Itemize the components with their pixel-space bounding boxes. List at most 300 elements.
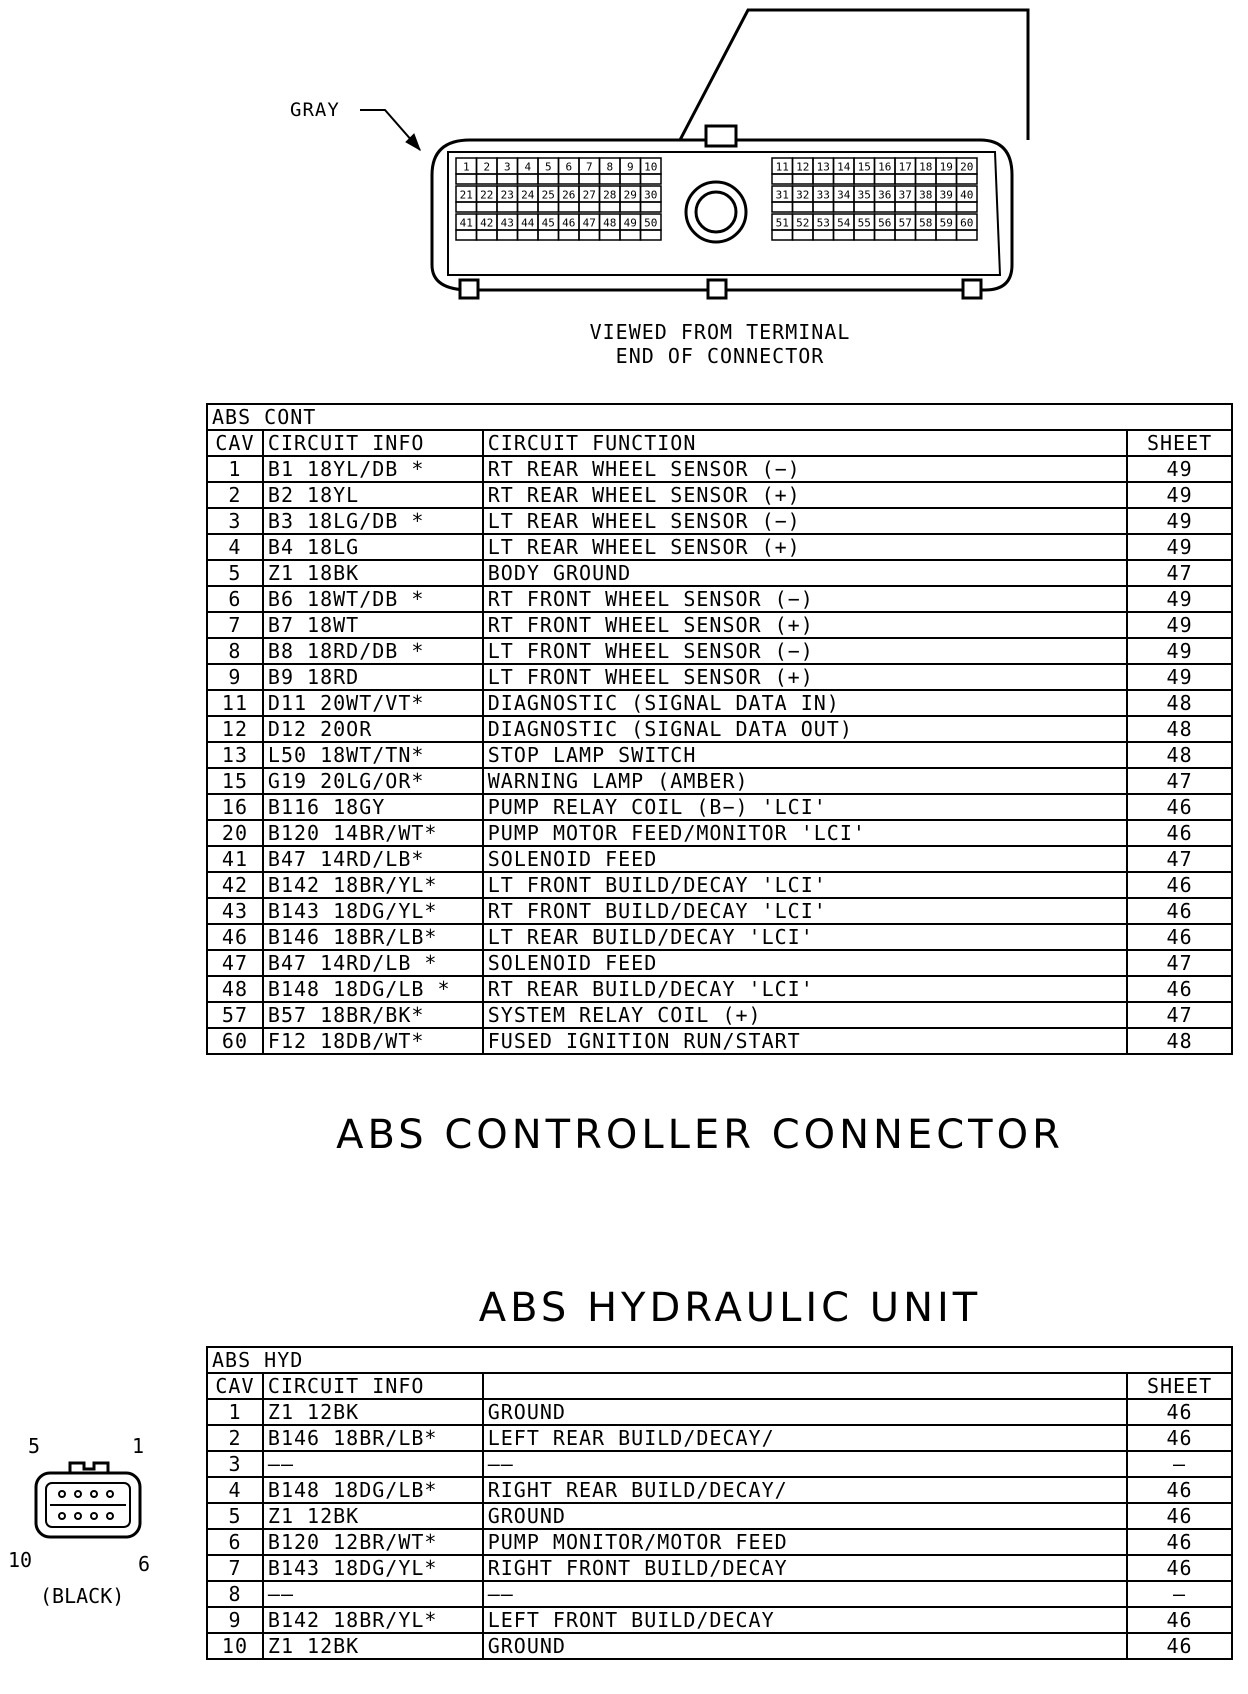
abs-controller-cell-function: PUMP RELAY COIL (B−) 'LCI': [483, 794, 1127, 820]
connector-cavity-slot: [579, 202, 600, 212]
hyd-header-circuit-info: CIRCUIT INFO: [263, 1373, 483, 1399]
connector-pin-number: 51: [775, 216, 789, 230]
abs-hydraulic-title: ABS HYDRAULIC UNIT: [478, 1285, 982, 1331]
abs-hydraulic-cell-info: Z1 12BK: [263, 1503, 483, 1529]
connector-cavity-slot: [579, 230, 600, 240]
connector-pin-number: 57: [898, 216, 912, 230]
connector-color-label: GRAY: [290, 99, 340, 121]
abs-controller-cell-function: PUMP MOTOR FEED/MONITOR 'LCI': [483, 820, 1127, 846]
abs-hydraulic-cell-cav: 7: [207, 1555, 263, 1581]
abs-controller-cell-cav: 3: [207, 508, 263, 534]
abs-controller-cell-function: SOLENOID FEED: [483, 846, 1127, 872]
connector-pin-number: 28: [603, 188, 617, 202]
connector-pin-number: 27: [582, 188, 596, 202]
abs-controller-row: [207, 950, 1232, 976]
connector-cavity-slot: [559, 202, 580, 212]
hyd-header-sheet: SHEET: [1127, 1373, 1232, 1399]
connector-pin-number: 10: [644, 160, 658, 174]
connector-cavity-slot: [600, 174, 621, 184]
connector-cavity-slot: [641, 202, 662, 212]
connector-cavity-slot: [497, 202, 518, 212]
abs-hydraulic-row: [207, 1425, 1232, 1451]
connector-cavity-slot: [518, 174, 539, 184]
abs-controller-cell-info: B47 14RD/LB *: [263, 950, 483, 976]
abs-controller-cell-cav: 5: [207, 560, 263, 586]
abs-controller-cell-function: LT REAR WHEEL SENSOR (+): [483, 534, 1127, 560]
abs-controller-cell-cav: 6: [207, 586, 263, 612]
abs-controller-cell-sheet: 48: [1127, 690, 1232, 716]
abs-controller-cell-function: DIAGNOSTIC (SIGNAL DATA OUT): [483, 716, 1127, 742]
connector-pin-number: 53: [816, 216, 830, 230]
connector-cavity-slot: [854, 174, 875, 184]
abs-controller-cell-cav: 13: [207, 742, 263, 768]
connector-pin-number: 23: [500, 188, 514, 202]
abs-controller-cell-sheet: 49: [1127, 534, 1232, 560]
connector-cavity-slot: [875, 230, 896, 240]
connector-cavity-slot: [916, 174, 937, 184]
abs-hydraulic-cell-info: B146 18BR/LB*: [263, 1425, 483, 1451]
abs-controller-cell-cav: 60: [207, 1028, 263, 1054]
header-circuit-info: CIRCUIT INFO: [263, 430, 483, 456]
abs-controller-cell-info: B1 18YL/DB *: [263, 456, 483, 482]
abs-controller-cell-cav: 1: [207, 456, 263, 482]
abs-controller-cell-info: B2 18YL: [263, 482, 483, 508]
view-note-line1: VIEWED FROM TERMINAL: [589, 320, 851, 344]
connector-cavity-slot: [916, 230, 937, 240]
connector-pin-number: 24: [521, 188, 535, 202]
abs-controller-cell-info: B57 18BR/BK*: [263, 1002, 483, 1028]
header-circuit-function: CIRCUIT FUNCTION: [483, 430, 1127, 456]
abs-controller-row: [207, 976, 1232, 1002]
connector-pin-number: 41: [459, 216, 473, 230]
connector-pin-number: 9: [626, 160, 634, 174]
abs-hydraulic-cell-function: GROUND: [483, 1399, 1127, 1425]
connector-pin-number: 58: [919, 216, 933, 230]
connector-cavity-slot: [936, 202, 957, 212]
abs-controller-row: [207, 924, 1232, 950]
connector-pin-number: 47: [582, 216, 596, 230]
abs-controller-cell-function: RT REAR WHEEL SENSOR (−): [483, 456, 1127, 482]
abs-controller-cell-sheet: 49: [1127, 612, 1232, 638]
connector-pin-number: 42: [480, 216, 494, 230]
connector-cavity-slot: [957, 230, 978, 240]
connector-pin-number: 12: [796, 160, 810, 174]
abs-controller-row: [207, 638, 1232, 664]
abs-controller-cell-info: G19 20LG/OR*: [263, 768, 483, 794]
abs-controller-cell-function: WARNING LAMP (AMBER): [483, 768, 1127, 794]
abs-hydraulic-cell-info: B142 18BR/YL*: [263, 1607, 483, 1633]
connector-cavity-slot: [895, 174, 916, 184]
abs-hydraulic-connector-diagram: [28, 1455, 148, 1545]
connector-pin-number: 3: [503, 160, 511, 174]
connector-pin-number: 22: [480, 188, 494, 202]
connector-pin-number: 35: [857, 188, 871, 202]
abs-controller-cell-cav: 57: [207, 1002, 263, 1028]
abs-hydraulic-cell-function: ——: [483, 1581, 1127, 1607]
abs-controller-cell-sheet: 49: [1127, 586, 1232, 612]
abs-controller-cell-sheet: 48: [1127, 716, 1232, 742]
connector-cavity-slot: [793, 202, 814, 212]
abs-controller-cell-function: LT FRONT WHEEL SENSOR (−): [483, 638, 1127, 664]
abs-controller-row: [207, 768, 1232, 794]
abs-controller-row: [207, 560, 1232, 586]
abs-controller-cell-sheet: 49: [1127, 664, 1232, 690]
connector-pin-number: 59: [939, 216, 953, 230]
connector-cavity-slot: [895, 230, 916, 240]
abs-controller-cell-sheet: 48: [1127, 742, 1232, 768]
connector-cavity-slot: [559, 230, 580, 240]
abs-hydraulic-row: [207, 1529, 1232, 1555]
connector-cavity-slot: [538, 174, 559, 184]
connector-pin-number: 48: [603, 216, 617, 230]
connector-pin-number: 19: [939, 160, 953, 174]
view-note: [560, 320, 880, 368]
abs-controller-cell-function: RT FRONT WHEEL SENSOR (−): [483, 586, 1127, 612]
connector-pin-number: 31: [775, 188, 789, 202]
abs-controller-cell-sheet: 48: [1127, 1028, 1232, 1054]
connector-pin-number: 25: [541, 188, 555, 202]
abs-controller-row: [207, 586, 1232, 612]
abs-controller-cell-sheet: 49: [1127, 482, 1232, 508]
abs-controller-cell-cav: 48: [207, 976, 263, 1002]
connector-pin-number: 29: [623, 188, 637, 202]
connector-cavity-slot: [641, 230, 662, 240]
connector-pin-number: 37: [898, 188, 912, 202]
connector-cavity-slot: [477, 230, 498, 240]
abs-controller-cell-info: D12 20OR: [263, 716, 483, 742]
header-sheet: SHEET: [1127, 430, 1232, 456]
connector-pin-number: 4: [524, 160, 532, 174]
connector-cavity-slot: [559, 174, 580, 184]
connector-cavity-slot: [456, 174, 477, 184]
abs-hydraulic-cell-cav: 8: [207, 1581, 263, 1607]
connector-cavity-slot: [793, 174, 814, 184]
abs-hydraulic-row: [207, 1581, 1232, 1607]
abs-hydraulic-row: [207, 1477, 1232, 1503]
connector-pin-number: 54: [837, 216, 851, 230]
abs-hydraulic-cell-cav: 5: [207, 1503, 263, 1529]
connector-cavity-slot: [620, 174, 641, 184]
abs-controller-cell-cav: 16: [207, 794, 263, 820]
hyd-pin-label-1: 1: [132, 1434, 145, 1458]
connector-cavity-slot: [772, 202, 793, 212]
connector-cavity-slot: [477, 174, 498, 184]
abs-hydraulic-row: [207, 1633, 1232, 1659]
connector-pin-number: 7: [585, 160, 593, 174]
abs-hydraulic-pinout-table: [206, 1346, 1233, 1660]
abs-hydraulic-cell-sheet: 46: [1127, 1503, 1232, 1529]
abs-controller-cell-sheet: 46: [1127, 976, 1232, 1002]
connector-cavity-slot: [813, 202, 834, 212]
view-note-line2: END OF CONNECTOR: [615, 344, 825, 368]
abs-controller-cell-sheet: 46: [1127, 872, 1232, 898]
abs-hydraulic-row: [207, 1607, 1232, 1633]
connector-cavity-slot: [916, 202, 937, 212]
abs-hydraulic-cell-function: LEFT REAR BUILD/DECAY/: [483, 1425, 1127, 1451]
abs-controller-cell-sheet: 47: [1127, 846, 1232, 872]
abs-controller-row: [207, 846, 1232, 872]
abs-hydraulic-cell-sheet: 46: [1127, 1633, 1232, 1659]
connector-cavity-slot: [579, 174, 600, 184]
connector-cavity-slot: [834, 202, 855, 212]
abs-controller-cell-info: F12 18DB/WT*: [263, 1028, 483, 1054]
connector-cavity-slot: [600, 202, 621, 212]
connector-cavity-slot: [813, 174, 834, 184]
connector-pin-number: 18: [919, 160, 933, 174]
abs-controller-row: [207, 872, 1232, 898]
connector-pin-number: 8: [606, 160, 614, 174]
abs-controller-cell-info: L50 18WT/TN*: [263, 742, 483, 768]
abs-hydraulic-cell-cav: 9: [207, 1607, 263, 1633]
abs-controller-cell-cav: 12: [207, 716, 263, 742]
abs-controller-cell-cav: 15: [207, 768, 263, 794]
abs-controller-row: [207, 664, 1232, 690]
abs-hydraulic-table-title: ABS HYD: [207, 1347, 1232, 1373]
abs-controller-row: [207, 612, 1232, 638]
abs-controller-cell-cav: 8: [207, 638, 263, 664]
hyd-header-cav: CAV: [207, 1373, 263, 1399]
abs-controller-cell-sheet: 47: [1127, 768, 1232, 794]
connector-cavity-slot: [620, 202, 641, 212]
abs-controller-caption: ABS CONTROLLER CONNECTOR: [336, 1112, 1064, 1158]
abs-hydraulic-cell-cav: 10: [207, 1633, 263, 1659]
connector-pin-number: 46: [562, 216, 576, 230]
connector-pin-number: 13: [816, 160, 830, 174]
connector-pin-number: 34: [837, 188, 851, 202]
connector-cavity-slot: [936, 230, 957, 240]
connector-pin-number: 50: [644, 216, 658, 230]
abs-controller-cell-info: B47 14RD/LB*: [263, 846, 483, 872]
abs-controller-cell-sheet: 49: [1127, 508, 1232, 534]
abs-hydraulic-cell-function: LEFT FRONT BUILD/DECAY: [483, 1607, 1127, 1633]
abs-controller-cell-sheet: 46: [1127, 794, 1232, 820]
abs-controller-cell-cav: 4: [207, 534, 263, 560]
abs-controller-row: [207, 716, 1232, 742]
abs-hydraulic-cell-cav: 4: [207, 1477, 263, 1503]
abs-controller-cell-info: B8 18RD/DB *: [263, 638, 483, 664]
abs-controller-cell-sheet: 49: [1127, 456, 1232, 482]
abs-controller-cell-info: B143 18DG/YL*: [263, 898, 483, 924]
connector-cavity-slot: [957, 202, 978, 212]
abs-controller-cell-sheet: 47: [1127, 950, 1232, 976]
connector-cavity-slot: [834, 174, 855, 184]
connector-pin-number: 43: [500, 216, 514, 230]
abs-controller-cell-info: B3 18LG/DB *: [263, 508, 483, 534]
abs-controller-cell-cav: 46: [207, 924, 263, 950]
connector-cavity-slot: [456, 202, 477, 212]
abs-controller-cell-info: Z1 18BK: [263, 560, 483, 586]
connector-pin-number: 30: [644, 188, 658, 202]
abs-hydraulic-row: [207, 1555, 1232, 1581]
connector-pin-number: 17: [898, 160, 912, 174]
abs-hydraulic-cell-function: RIGHT FRONT BUILD/DECAY: [483, 1555, 1127, 1581]
abs-controller-cell-cav: 2: [207, 482, 263, 508]
connector-pin-number: 21: [459, 188, 473, 202]
abs-hydraulic-cell-info: ——: [263, 1581, 483, 1607]
connector-cavity-slot: [620, 230, 641, 240]
abs-controller-cell-sheet: 47: [1127, 560, 1232, 586]
abs-controller-row: [207, 690, 1232, 716]
connector-pin-number: 45: [541, 216, 555, 230]
connector-pin-number: 32: [796, 188, 810, 202]
abs-controller-cell-function: LT REAR BUILD/DECAY 'LCI': [483, 924, 1127, 950]
connector-cavity-slot: [957, 174, 978, 184]
abs-controller-cell-function: SYSTEM RELAY COIL (+): [483, 1002, 1127, 1028]
abs-controller-cell-function: DIAGNOSTIC (SIGNAL DATA IN): [483, 690, 1127, 716]
connector-pin-number: 38: [919, 188, 933, 202]
hyd-header-circuit-function: [483, 1373, 1127, 1399]
abs-controller-cell-sheet: 46: [1127, 820, 1232, 846]
connector-pin-number: 56: [878, 216, 892, 230]
abs-controller-cell-function: RT FRONT WHEEL SENSOR (+): [483, 612, 1127, 638]
abs-controller-cell-info: B9 18RD: [263, 664, 483, 690]
connector-pin-number: 11: [775, 160, 789, 174]
connector-cavity-slot: [538, 230, 559, 240]
abs-controller-cell-function: LT REAR WHEEL SENSOR (−): [483, 508, 1127, 534]
hyd-connector-color: (BLACK): [40, 1584, 125, 1608]
connector-cavity-slot: [518, 230, 539, 240]
abs-controller-cell-function: LT FRONT BUILD/DECAY 'LCI': [483, 872, 1127, 898]
abs-controller-cell-cav: 20: [207, 820, 263, 846]
abs-controller-cell-function: RT FRONT BUILD/DECAY 'LCI': [483, 898, 1127, 924]
abs-hydraulic-row: [207, 1451, 1232, 1477]
abs-controller-cell-cav: 11: [207, 690, 263, 716]
connector-pin-number: 2: [483, 160, 491, 174]
hyd-pin-label-5: 5: [28, 1434, 41, 1458]
abs-hydraulic-cell-cav: 6: [207, 1529, 263, 1555]
abs-hydraulic-cell-function: PUMP MONITOR/MOTOR FEED: [483, 1529, 1127, 1555]
abs-controller-cell-function: STOP LAMP SWITCH: [483, 742, 1127, 768]
connector-cavity-slot: [497, 230, 518, 240]
abs-hydraulic-cell-sheet: 46: [1127, 1477, 1232, 1503]
connector-cavity-slot: [936, 174, 957, 184]
connector-cavity-slot: [793, 230, 814, 240]
connector-cavity-slot: [538, 202, 559, 212]
abs-hydraulic-row: [207, 1503, 1232, 1529]
abs-controller-cell-cav: 42: [207, 872, 263, 898]
abs-controller-table-title: ABS CONT: [207, 404, 1232, 430]
abs-hydraulic-cell-sheet: 46: [1127, 1555, 1232, 1581]
abs-controller-row: [207, 1002, 1232, 1028]
abs-controller-row: [207, 742, 1232, 768]
abs-hydraulic-cell-cav: 3: [207, 1451, 263, 1477]
abs-hydraulic-cell-sheet: 46: [1127, 1607, 1232, 1633]
abs-controller-pinout-table: [206, 403, 1233, 1055]
abs-hydraulic-cell-info: B148 18DG/LB*: [263, 1477, 483, 1503]
abs-controller-cell-function: LT FRONT WHEEL SENSOR (+): [483, 664, 1127, 690]
connector-pin-number: 16: [878, 160, 892, 174]
abs-controller-cell-sheet: 47: [1127, 1002, 1232, 1028]
abs-controller-row: [207, 508, 1232, 534]
abs-controller-cell-function: FUSED IGNITION RUN/START: [483, 1028, 1127, 1054]
abs-hydraulic-cell-function: GROUND: [483, 1633, 1127, 1659]
abs-hydraulic-cell-function: ——: [483, 1451, 1127, 1477]
connector-cavity-slot: [813, 230, 834, 240]
connector-pin-number: 55: [857, 216, 871, 230]
connector-pin-number: 52: [796, 216, 810, 230]
connector-pin-number: 39: [939, 188, 953, 202]
connector-pin-number: 60: [960, 216, 974, 230]
abs-controller-row: [207, 898, 1232, 924]
abs-controller-row: [207, 1028, 1232, 1054]
abs-controller-cell-info: B7 18WT: [263, 612, 483, 638]
abs-controller-row: [207, 456, 1232, 482]
abs-hydraulic-cell-cav: 2: [207, 1425, 263, 1451]
abs-controller-cell-info: B148 18DG/LB *: [263, 976, 483, 1002]
abs-controller-cell-cav: 9: [207, 664, 263, 690]
header-cav: CAV: [207, 430, 263, 456]
abs-controller-cell-function: BODY GROUND: [483, 560, 1127, 586]
connector-pin-number: 44: [521, 216, 535, 230]
connector-pin-number: 14: [837, 160, 851, 174]
connector-cavity-slot: [772, 230, 793, 240]
abs-controller-cell-info: B6 18WT/DB *: [263, 586, 483, 612]
connector-cavity-slot: [600, 230, 621, 240]
abs-controller-cell-info: B116 18GY: [263, 794, 483, 820]
connector-cavity-slot: [854, 202, 875, 212]
hyd-pin-label-6: 6: [138, 1552, 151, 1576]
hyd-pin-label-10: 10: [8, 1548, 33, 1572]
abs-hydraulic-cell-sheet: —: [1127, 1451, 1232, 1477]
connector-cavity-slot: [518, 202, 539, 212]
connector-cavity-slot: [497, 174, 518, 184]
connector-pin-number: 6: [565, 160, 573, 174]
connector-pin-number: 5: [544, 160, 552, 174]
abs-controller-cell-cav: 7: [207, 612, 263, 638]
abs-hydraulic-cell-sheet: 46: [1127, 1399, 1232, 1425]
abs-controller-cell-function: RT REAR BUILD/DECAY 'LCI': [483, 976, 1127, 1002]
connector-cavity-slot: [456, 230, 477, 240]
connector-cavity-slot: [875, 202, 896, 212]
connector-cavity-slot: [875, 174, 896, 184]
connector-pin-number: 15: [857, 160, 871, 174]
abs-hydraulic-cell-info: ——: [263, 1451, 483, 1477]
abs-hydraulic-cell-sheet: 46: [1127, 1529, 1232, 1555]
abs-controller-cell-cav: 41: [207, 846, 263, 872]
abs-hydraulic-cell-function: GROUND: [483, 1503, 1127, 1529]
connector-cavity-slot: [895, 202, 916, 212]
abs-hydraulic-cell-function: RIGHT REAR BUILD/DECAY/: [483, 1477, 1127, 1503]
connector-pin-number: 26: [562, 188, 576, 202]
abs-controller-row: [207, 534, 1232, 560]
abs-hydraulic-cell-info: B143 18DG/YL*: [263, 1555, 483, 1581]
connector-cavity-slot: [854, 230, 875, 240]
abs-hydraulic-cell-info: Z1 12BK: [263, 1633, 483, 1659]
connector-cavity-slot: [772, 174, 793, 184]
connector-pin-number: 49: [623, 216, 637, 230]
abs-hydraulic-cell-info: Z1 12BK: [263, 1399, 483, 1425]
abs-controller-row: [207, 820, 1232, 846]
abs-hydraulic-row: [207, 1399, 1232, 1425]
connector-pin-number: 1: [462, 160, 470, 174]
abs-controller-cell-sheet: 46: [1127, 924, 1232, 950]
abs-controller-cell-function: RT REAR WHEEL SENSOR (+): [483, 482, 1127, 508]
abs-controller-cell-sheet: 49: [1127, 638, 1232, 664]
connector-pin-number: 36: [878, 188, 892, 202]
abs-hydraulic-cell-cav: 1: [207, 1399, 263, 1425]
abs-controller-cell-info: B120 14BR/WT*: [263, 820, 483, 846]
connector-cavity-slot: [477, 202, 498, 212]
connector-pin-number: 20: [960, 160, 974, 174]
connector-cavity-slot: [834, 230, 855, 240]
abs-controller-cell-function: SOLENOID FEED: [483, 950, 1127, 976]
abs-hydraulic-cell-sheet: —: [1127, 1581, 1232, 1607]
abs-hydraulic-cell-sheet: 46: [1127, 1425, 1232, 1451]
abs-controller-cell-sheet: 46: [1127, 898, 1232, 924]
abs-controller-cell-info: D11 20WT/VT*: [263, 690, 483, 716]
abs-hydraulic-cell-info: B120 12BR/WT*: [263, 1529, 483, 1555]
abs-controller-cell-info: B142 18BR/YL*: [263, 872, 483, 898]
